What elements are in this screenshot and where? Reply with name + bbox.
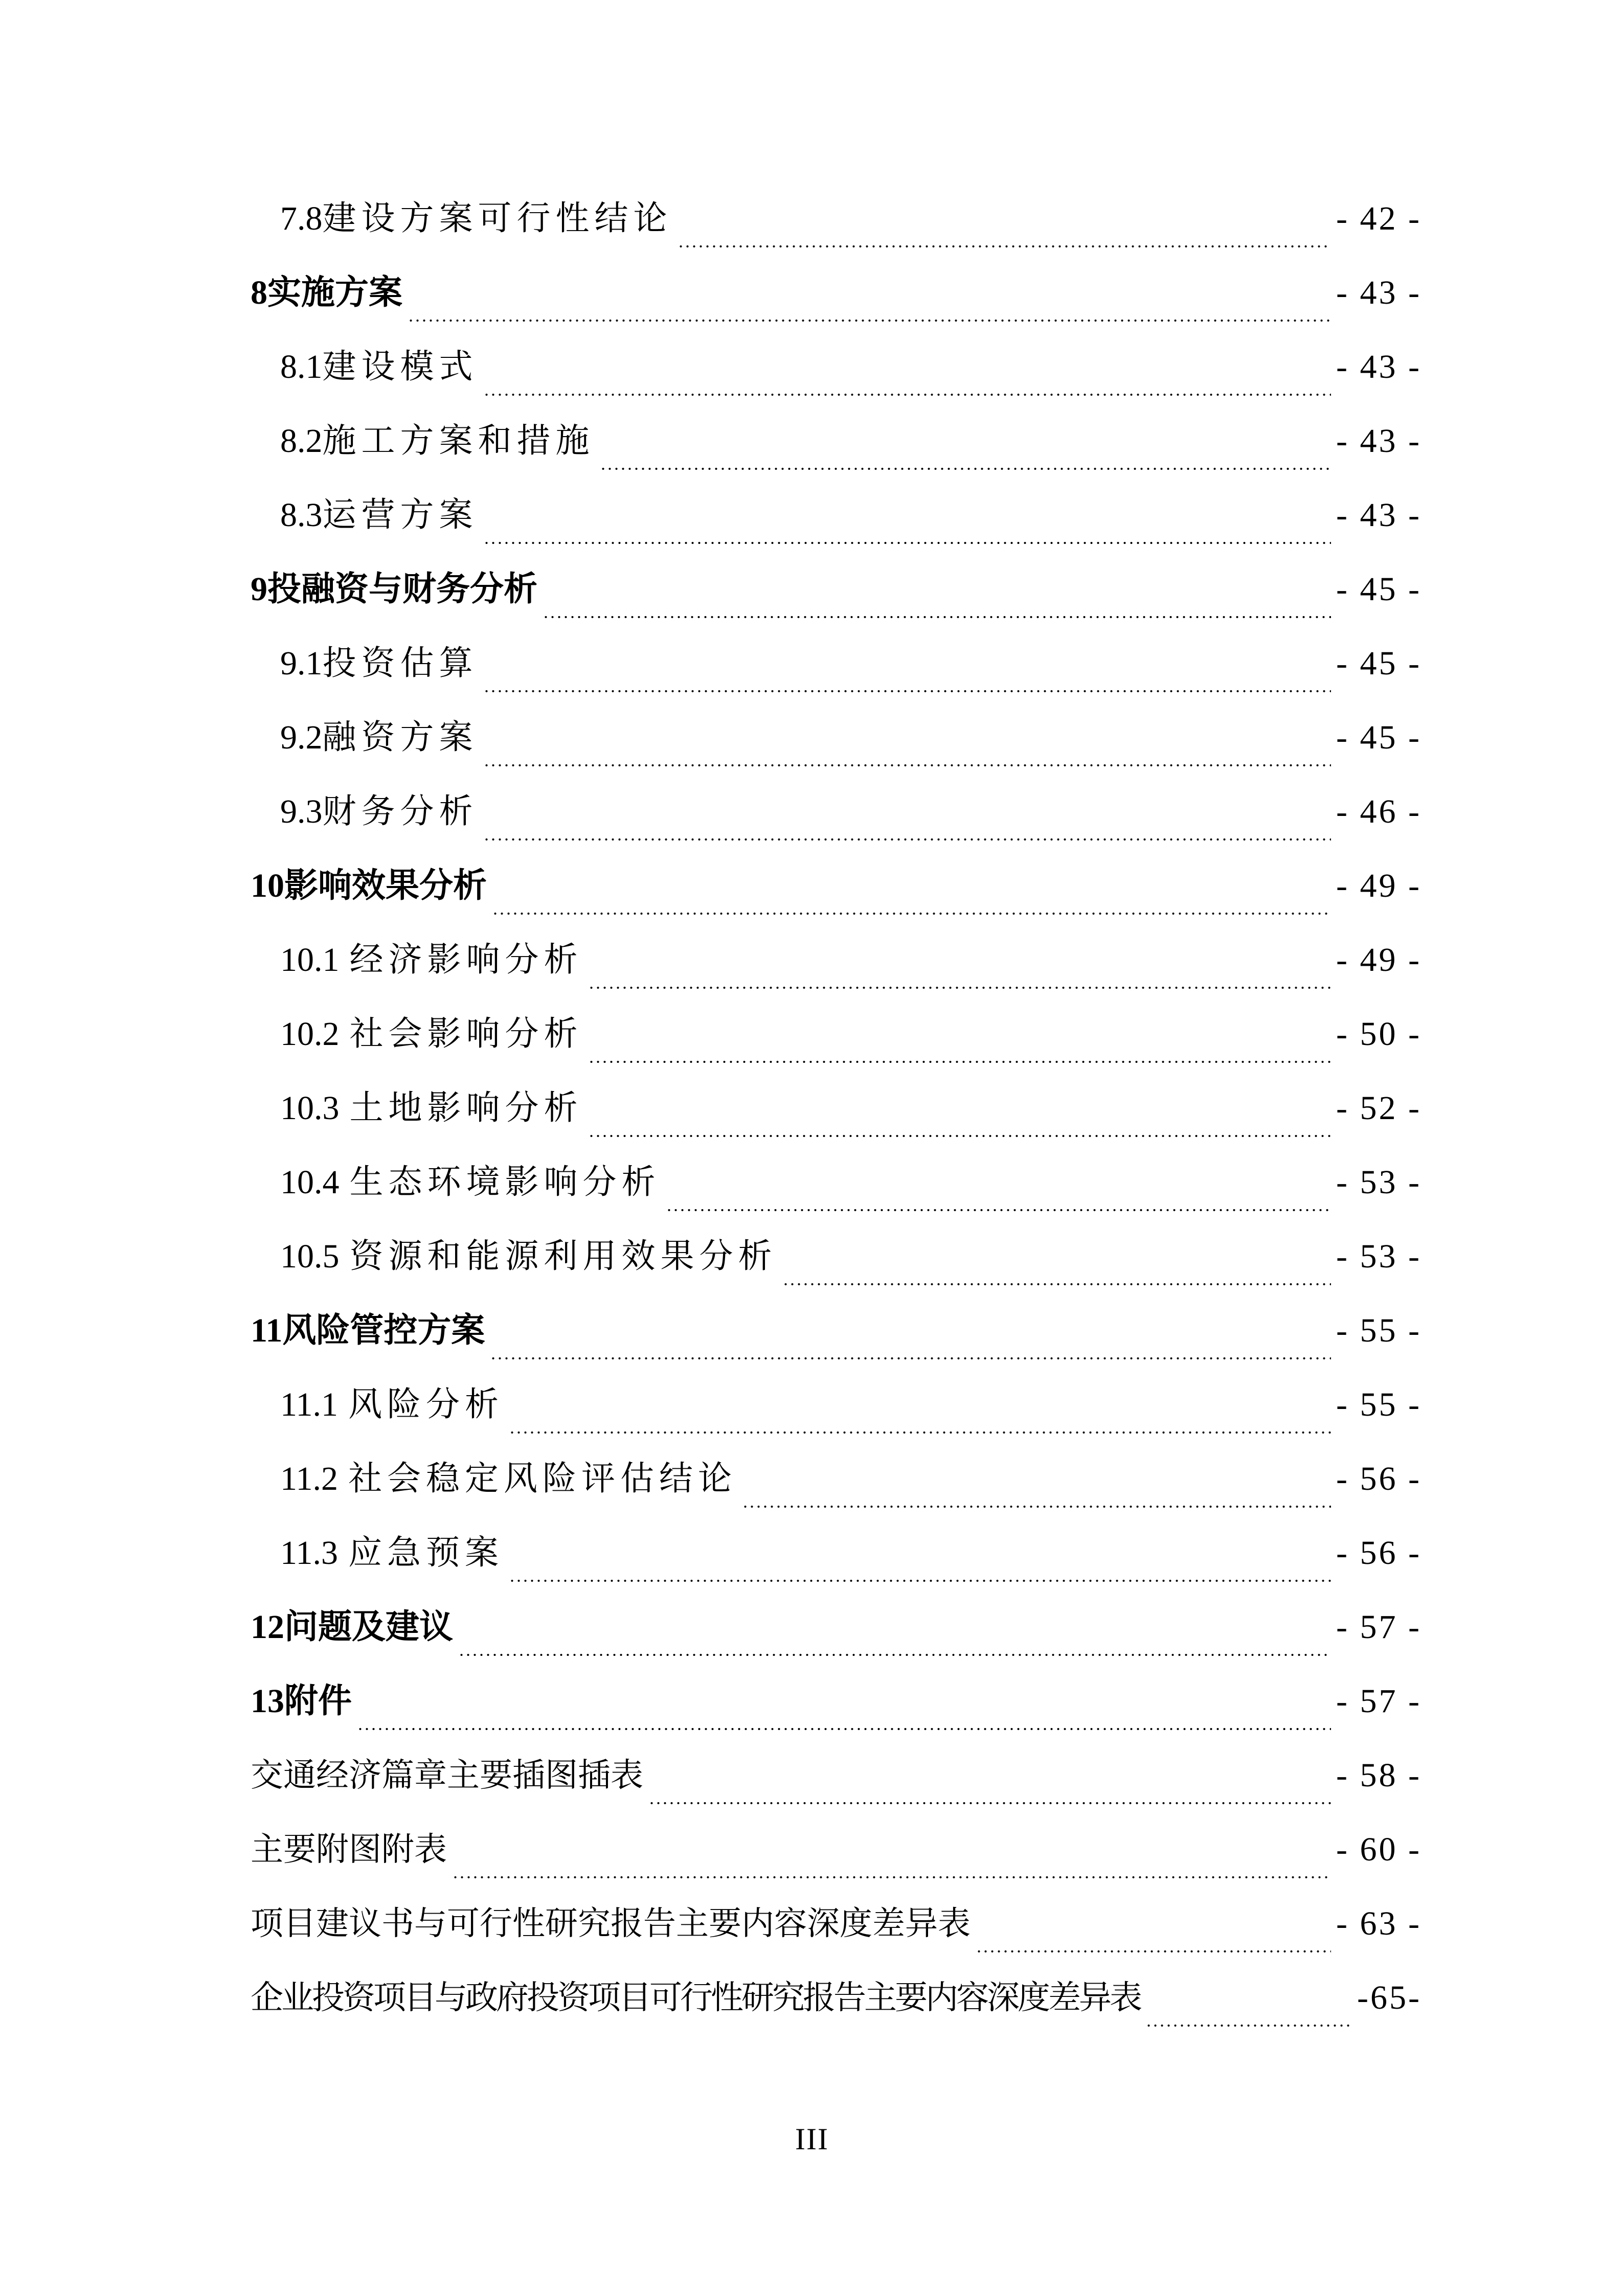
toc-entry-title: 生态环境影响分析 [349, 1163, 661, 1201]
toc-entry-title: 社会稳定风险评估结论 [348, 1460, 737, 1497]
toc-entry-page: - 43 - [1336, 422, 1422, 460]
toc-entry-8-2[interactable] [251, 404, 1422, 478]
dot-leader [742, 1506, 1331, 1508]
dot-leader [509, 1431, 1331, 1434]
toc-entry-11-1[interactable] [251, 1368, 1422, 1442]
toc-entry-number: 7.8 [280, 199, 323, 237]
dot-leader [1145, 2025, 1352, 2027]
toc-entry-number: 8.2 [280, 422, 323, 460]
toc-entry-10-1[interactable] [251, 923, 1422, 997]
toc-entry-11[interactable] [251, 1293, 1422, 1368]
toc-entry-number: 9.1 [280, 644, 323, 682]
toc-entry-page: - 43 - [1336, 348, 1422, 385]
toc-entry-10-5[interactable] [251, 1219, 1422, 1293]
toc-entry-page: - 49 - [1336, 941, 1422, 979]
toc-entry-page: - 43 - [1336, 274, 1422, 311]
toc-entry-number: 10.4 [280, 1163, 340, 1201]
toc-entry-attached-figures[interactable] [251, 1812, 1422, 1886]
toc-entry-title: 风险分析 [348, 1385, 504, 1423]
toc-entry-9-1[interactable] [251, 626, 1422, 700]
toc-entry-title: 运营方案 [322, 496, 478, 534]
toc-entry-page: -65- [1357, 1979, 1422, 2016]
toc-entry-8-3[interactable] [251, 478, 1422, 552]
toc-entry-number: 8 [251, 274, 267, 311]
toc-entry-number: 9.2 [280, 718, 323, 756]
toc-entry-number: 11.3 [280, 1534, 339, 1572]
dot-leader [458, 1654, 1331, 1656]
toc-entry-title: 融资方案 [322, 718, 478, 756]
toc-entry-title: 交通经济篇章主要插图插表 [251, 1756, 643, 1794]
toc-entry-10-2[interactable] [251, 997, 1422, 1071]
toc-entry-title: 建设方案可行性结论 [322, 199, 672, 237]
page-number: III [795, 2122, 829, 2156]
toc-entry-11-3[interactable] [251, 1516, 1422, 1590]
toc-entry-title: 风险管控方案 [282, 1311, 485, 1349]
toc-entry-8-1[interactable] [251, 330, 1422, 404]
toc-entry-number: 9.3 [280, 792, 323, 830]
dot-leader [452, 1876, 1331, 1878]
toc-entry-11-2[interactable] [251, 1442, 1422, 1516]
dot-leader [509, 1580, 1331, 1582]
toc-entry-page: - 45 - [1336, 570, 1422, 608]
dot-leader [357, 1728, 1331, 1730]
dot-leader [408, 320, 1331, 322]
toc-entry-title: 施工方案和措施 [322, 422, 595, 460]
toc-entry-page: - 55 - [1336, 1311, 1422, 1349]
toc-entry-number: 10 [251, 867, 284, 904]
toc-entry-title: 企业投资项目与政府投资项目可行性研究报告主要内容深度差异表 [251, 1979, 1140, 2017]
toc-entry-7-8[interactable] [251, 181, 1422, 256]
toc-entry-page: - 56 - [1336, 1534, 1422, 1572]
toc-entry-number: 13 [251, 1682, 284, 1720]
toc-entry-page: - 58 - [1336, 1756, 1422, 1794]
dot-leader [648, 1802, 1331, 1804]
toc-entry-title: 土地影响分析 [349, 1089, 583, 1127]
toc-entry-illustrations[interactable] [251, 1738, 1422, 1812]
toc-entry-title: 社会影响分析 [349, 1015, 583, 1053]
dot-leader [483, 764, 1332, 766]
toc-entry-title: 资源和能源利用效果分析 [349, 1237, 777, 1275]
toc-entry-9-3[interactable] [251, 775, 1422, 849]
dot-leader [543, 616, 1331, 618]
toc-entry-title: 主要附图附表 [251, 1830, 447, 1869]
toc-entry-page: - 46 - [1336, 792, 1422, 830]
toc-entry-title: 附件 [284, 1682, 352, 1720]
dot-leader [666, 1209, 1332, 1211]
toc-entry-8[interactable] [251, 256, 1422, 330]
toc-entry-page: - 53 - [1336, 1163, 1422, 1201]
dot-leader [588, 1135, 1332, 1137]
dot-leader [600, 468, 1332, 470]
toc-entry-title: 项目建议书与可行性研究报告主要内容深度差异表 [251, 1904, 971, 1943]
toc-entry-number: 9 [251, 570, 267, 608]
toc-entry-page: - 50 - [1336, 1015, 1422, 1053]
dot-leader [492, 913, 1331, 915]
toc-entry-page: - 43 - [1336, 496, 1422, 534]
toc-entry-number: 10.5 [280, 1237, 340, 1275]
dot-leader [483, 838, 1332, 840]
toc-entry-number: 11.1 [280, 1385, 339, 1423]
toc-entry-page: - 52 - [1336, 1089, 1422, 1127]
toc-entry-page: - 55 - [1336, 1385, 1422, 1423]
toc-entry-title: 影响效果分析 [284, 867, 487, 904]
toc-entry-enterprise-government-differences[interactable] [251, 1961, 1422, 2035]
toc-entry-number: 10.1 [280, 941, 340, 979]
toc-entry-title: 实施方案 [267, 274, 402, 311]
toc-entry-depth-differences[interactable] [251, 1886, 1422, 1961]
dot-leader [483, 394, 1332, 396]
dot-leader [678, 245, 1332, 247]
toc-entry-page: - 53 - [1336, 1237, 1422, 1275]
dot-leader [782, 1283, 1332, 1285]
toc-entry-title: 应急预案 [348, 1534, 504, 1572]
toc-entry-12[interactable] [251, 1590, 1422, 1664]
toc-entry-number: 8.1 [280, 348, 323, 385]
toc-entry-10[interactable] [251, 849, 1422, 923]
toc-entry-title: 财务分析 [322, 792, 478, 830]
toc-entry-10-4[interactable] [251, 1145, 1422, 1219]
toc-entry-title: 投资估算 [322, 644, 478, 682]
toc-entry-number: 10.3 [280, 1089, 340, 1127]
toc-entry-9[interactable] [251, 552, 1422, 626]
dot-leader [976, 1950, 1331, 1952]
toc-entry-page: - 63 - [1336, 1904, 1422, 1942]
dot-leader [490, 1357, 1331, 1359]
table-of-contents [251, 181, 1422, 2035]
toc-entry-title: 经济影响分析 [349, 941, 583, 979]
toc-entry-title: 问题及建议 [284, 1608, 453, 1646]
toc-entry-page: - 57 - [1336, 1682, 1422, 1720]
toc-entry-page: - 57 - [1336, 1608, 1422, 1646]
toc-entry-number: 11.2 [280, 1460, 339, 1497]
toc-entry-title: 建设模式 [322, 348, 478, 385]
toc-entry-page: - 45 - [1336, 718, 1422, 756]
toc-entry-10-3[interactable] [251, 1071, 1422, 1145]
toc-entry-page: - 45 - [1336, 644, 1422, 682]
toc-entry-number: 8.3 [280, 496, 323, 534]
toc-entry-number: 11 [251, 1311, 283, 1349]
dot-leader [483, 690, 1332, 692]
toc-entry-title: 投融资与财务分析 [267, 570, 537, 608]
dot-leader [588, 987, 1332, 989]
toc-entry-number: 12 [251, 1608, 284, 1646]
toc-entry-13[interactable] [251, 1664, 1422, 1738]
toc-entry-page: - 49 - [1336, 867, 1422, 904]
toc-entry-page: - 60 - [1336, 1830, 1422, 1868]
dot-leader [588, 1061, 1332, 1063]
toc-entry-page: - 42 - [1336, 199, 1422, 237]
toc-entry-page: - 56 - [1336, 1460, 1422, 1497]
dot-leader [483, 542, 1332, 544]
toc-entry-number: 10.2 [280, 1015, 340, 1053]
toc-entry-9-2[interactable] [251, 700, 1422, 775]
